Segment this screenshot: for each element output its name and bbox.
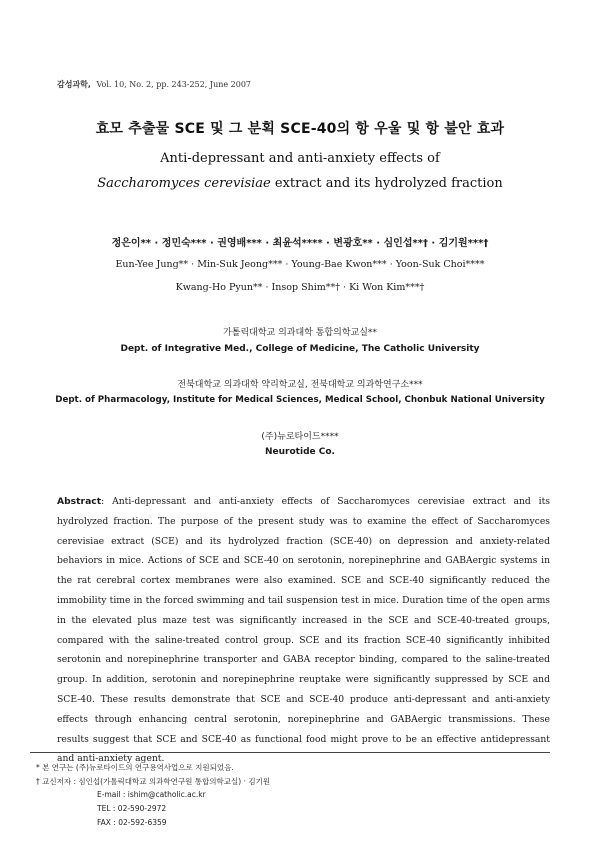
footnote-funding: * 본 연구는 (주)뉴로타이드의 연구용역사업으로 지원되었음. bbox=[36, 763, 234, 772]
affiliation-2-english: Dept. of Pharmacology, Institute for Medical Sciences, Medical School, Chonbuk National University bbox=[55, 395, 545, 405]
title-english-line1: Anti-depressant and anti-anxiety effects of bbox=[160, 151, 440, 166]
journal-name: 감성과학, bbox=[57, 80, 91, 89]
authors-korean: 정은이** · 정민숙*** · 권영배*** · 최윤석**** · 변광호** · 심인섭**† · 김기원***† bbox=[111, 238, 489, 249]
affiliation-1-korean: 가톨릭대학교 의과대학 통합의학교실** bbox=[223, 328, 377, 338]
title-english-line2 bbox=[0, 176, 600, 191]
abstract-text: : Anti-depressant and anti-anxiety effects of Saccharomyces cerevisiae extract and its hydrolyzed fraction. The purpose of the present study was to examine the effect of Saccharomyces cerevisiae extract (SCE) and its hydrolyzed fraction (SCE-40) on depression and anxiety-related behaviors in mice. Actions of SCE and SCE-40 on serotonin, norepinephrine and GABAergic systems in the rat cerebral cortex membranes were also examined. SCE and SCE-40 significantly reduced the immobility time in the forced swimming and tail suspension test in mice. Duration time of the open arms in the elevated plus maze test was significantly increased in the SCE and SCE-40-treated groups, compared with the saline-treated control group. SCE and its fraction SCE-40 significantly inhibited serotonin and norepinephrine transporter and GABA receptor binding, compared to the saline-treated group. In addition, serotonin and norepinephrine reuptake were significantly suppressed by SCE and SCE-40. These results demonstrate that SCE and SCE-40 produce anti-depressant and anti-anxiety effects through enhancing central serotonin, norepinephrine and GABAergic transmissions. These results suggest that SCE and SCE-40 as functional food might prove to be an effective antidepressant and anti-anxiety agent. bbox=[57, 496, 550, 765]
affiliation-3-english: Neurotide Co. bbox=[265, 447, 335, 457]
footnote-email: E-mail : ishim@catholic.ac.kr bbox=[97, 790, 206, 799]
authors-english-line2: Kwang-Ho Pyun** · Insop Shim**† · Ki Won Kim***† bbox=[175, 282, 425, 293]
affiliation-2-korean: 전북대학교 의과대학 약리학교실, 전북대학교 의과학연구소*** bbox=[177, 380, 423, 390]
title-korean: 효모 추출물 SCE 및 그 분획 SCE-40의 항 우울 및 항 불안 효과 bbox=[95, 121, 505, 137]
title-english-line2-rest: extract and its hydrolyzed fraction bbox=[270, 176, 503, 191]
affiliation-1-english: Dept. of Integrative Med., College of Medicine, The Catholic University bbox=[120, 344, 480, 354]
footnote-correspondence: † 교신저자 : 심인섭(가톨릭대학교 의과학연구원 통합의학교실) · 김기원 bbox=[36, 777, 271, 786]
affiliation-3-korean: (주)뉴로타이드**** bbox=[261, 432, 339, 442]
footnote-fax: FAX : 02-592-6359 bbox=[97, 818, 167, 827]
species-name: Saccharomyces cerevisiae bbox=[97, 176, 271, 191]
footnote-tel: TEL : 02-590-2972 bbox=[97, 804, 167, 813]
abstract bbox=[57, 492, 550, 769]
authors-english-line1: Eun-Yee Jung** · Min-Suk Jeong*** · Young-Bae Kwon*** · Yoon-Suk Choi**** bbox=[115, 259, 485, 270]
abstract-label: Abstract bbox=[57, 496, 102, 507]
footnote-divider bbox=[30, 752, 550, 753]
journal-citation: Vol. 10, No. 2, pp. 243-252, June 2007 bbox=[96, 80, 252, 89]
journal-header bbox=[57, 79, 251, 90]
